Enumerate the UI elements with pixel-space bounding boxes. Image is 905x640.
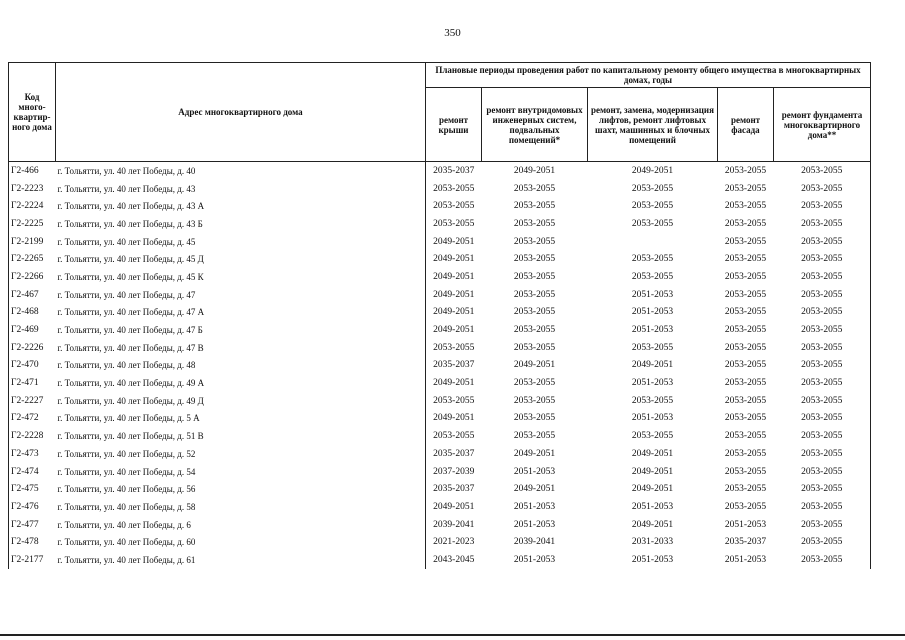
- address-cell: г. Тольятти, ул. 40 лет Победы, д. 43 Б: [56, 215, 426, 233]
- foundation-period-cell: 2053-2055: [774, 551, 871, 569]
- address-cell: г. Тольятти, ул. 40 лет Победы, д. 47 В: [56, 339, 426, 357]
- roof-period-cell: 2021-2023: [433, 537, 475, 548]
- engineering-period-cell: 2049-2051: [513, 448, 556, 459]
- foundation-period-cell: 2053-2055: [774, 321, 871, 339]
- table-row: [9, 551, 871, 569]
- table-row: [9, 268, 871, 286]
- table-row: [9, 516, 871, 534]
- house-code-cell: Г2-476: [9, 498, 56, 516]
- facade-period-cell: 2053-2055: [724, 484, 767, 495]
- foundation-period-cell: 2053-2055: [774, 268, 871, 286]
- table-row: [9, 339, 871, 357]
- table-row: [9, 410, 871, 428]
- engineering-period-cell: 2049-2051: [513, 484, 556, 495]
- house-code-cell: Г2-2227: [9, 392, 56, 410]
- table-row: [9, 162, 871, 180]
- roof-period-cell: 2037-2039: [433, 466, 475, 477]
- elevator-period-cell: 2053-2055: [631, 342, 674, 353]
- table-row: [9, 250, 871, 268]
- roof-period-cell: 2053-2055: [433, 218, 475, 229]
- facade-period-cell: 2053-2055: [724, 448, 767, 459]
- foundation-period-cell: 2053-2055: [774, 304, 871, 322]
- roof-period-cell: 2049-2051: [433, 254, 475, 265]
- table-row: [9, 357, 871, 375]
- address-cell: г. Тольятти, ул. 40 лет Победы, д. 6: [56, 516, 426, 534]
- address-cell: г. Тольятти, ул. 40 лет Победы, д. 48: [56, 357, 426, 375]
- elevator-period-cell: 2049-2051: [631, 466, 674, 477]
- table-row: [9, 392, 871, 410]
- house-code-cell: Г2-477: [9, 516, 56, 534]
- house-code-cell: Г2-471: [9, 374, 56, 392]
- house-code-cell: Г2-2265: [9, 250, 56, 268]
- foundation-period-cell: 2053-2055: [774, 480, 871, 498]
- elevator-period-cell: [588, 233, 718, 251]
- facade-period-cell: 2053-2055: [724, 289, 767, 300]
- foundation-period-cell: 2053-2055: [774, 533, 871, 551]
- roof-period-cell: 2035-2037: [433, 165, 475, 176]
- header-address: Адрес многоквартирного дома: [56, 63, 426, 162]
- elevator-period-cell: 2053-2055: [631, 201, 674, 212]
- engineering-period-cell: 2051-2053: [513, 501, 556, 512]
- table-row: [9, 180, 871, 198]
- engineering-period-cell: 2053-2055: [513, 183, 556, 194]
- table-row: [9, 427, 871, 445]
- engineering-period-cell: 2053-2055: [513, 431, 556, 442]
- engineering-period-cell: 2053-2055: [513, 342, 556, 353]
- roof-period-cell: 2039-2041: [433, 519, 475, 530]
- engineering-period-cell: 2053-2055: [513, 307, 556, 318]
- table-row: [9, 197, 871, 215]
- roof-period-cell: 2049-2051: [433, 378, 475, 389]
- house-code-cell: Г2-2177: [9, 551, 56, 569]
- bottom-divider: [0, 634, 905, 636]
- house-code-cell: Г2-473: [9, 445, 56, 463]
- repair-schedule-table: [8, 62, 871, 569]
- table-row: [9, 445, 871, 463]
- house-code-cell: Г2-2224: [9, 197, 56, 215]
- facade-period-cell: 2053-2055: [724, 431, 767, 442]
- facade-period-cell: 2053-2055: [724, 413, 767, 424]
- foundation-period-cell: 2053-2055: [774, 250, 871, 268]
- address-cell: г. Тольятти, ул. 40 лет Победы, д. 45 К: [56, 268, 426, 286]
- foundation-period-cell: 2053-2055: [774, 357, 871, 375]
- foundation-period-cell: 2053-2055: [774, 445, 871, 463]
- table-row: [9, 498, 871, 516]
- table-row: [9, 304, 871, 322]
- facade-period-cell: 2053-2055: [724, 254, 767, 265]
- header-foundation-repair: ремонт фундамента многоквартирного дома**: [774, 88, 871, 162]
- foundation-period-cell: 2053-2055: [774, 233, 871, 251]
- roof-period-cell: 2053-2055: [433, 395, 475, 406]
- facade-period-cell: 2053-2055: [724, 236, 767, 247]
- facade-period-cell: 2053-2055: [724, 378, 767, 389]
- foundation-period-cell: 2053-2055: [774, 374, 871, 392]
- facade-period-cell: 2053-2055: [724, 466, 767, 477]
- house-code-cell: Г2-2226: [9, 339, 56, 357]
- house-code-cell: Г2-472: [9, 410, 56, 428]
- address-cell: г. Тольятти, ул. 40 лет Победы, д. 5 А: [56, 410, 426, 428]
- foundation-period-cell: 2053-2055: [774, 463, 871, 481]
- table-row: [9, 480, 871, 498]
- house-code-cell: Г2-468: [9, 304, 56, 322]
- house-code-cell: Г2-470: [9, 357, 56, 375]
- address-cell: г. Тольятти, ул. 40 лет Победы, д. 43: [56, 180, 426, 198]
- roof-period-cell: 2053-2055: [433, 183, 475, 194]
- engineering-period-cell: 2053-2055: [513, 236, 556, 247]
- engineering-period-cell: 2049-2051: [513, 165, 556, 176]
- address-cell: г. Тольятти, ул. 40 лет Победы, д. 49 А: [56, 374, 426, 392]
- engineering-period-cell: 2053-2055: [513, 254, 556, 265]
- address-cell: г. Тольятти, ул. 40 лет Победы, д. 52: [56, 445, 426, 463]
- table-row: [9, 533, 871, 551]
- header-planned-periods: Плановые периоды проведения работ по капитальному ремонту общего имущества в многоквартирных домах, годы: [426, 63, 871, 88]
- elevator-period-cell: 2053-2055: [631, 395, 674, 406]
- foundation-period-cell: 2053-2055: [774, 180, 871, 198]
- roof-period-cell: 2049-2051: [433, 413, 475, 424]
- address-cell: г. Тольятти, ул. 40 лет Победы, д. 40: [56, 162, 426, 180]
- facade-period-cell: 2053-2055: [724, 183, 767, 194]
- elevator-period-cell: 2051-2053: [631, 413, 674, 424]
- foundation-period-cell: 2053-2055: [774, 286, 871, 304]
- engineering-period-cell: 2039-2041: [513, 537, 556, 548]
- elevator-period-cell: 2053-2055: [631, 183, 674, 194]
- house-code-cell: Г2-474: [9, 463, 56, 481]
- house-code-cell: Г2-2199: [9, 233, 56, 251]
- roof-period-cell: 2053-2055: [433, 342, 475, 353]
- roof-period-cell: 2049-2051: [433, 307, 475, 318]
- elevator-period-cell: 2049-2051: [631, 484, 674, 495]
- header-engineering-repair: ремонт внутридомовых инженерных систем, подвальных помещений*: [482, 88, 588, 162]
- roof-period-cell: 2053-2055: [433, 201, 475, 212]
- elevator-period-cell: 2053-2055: [631, 218, 674, 229]
- table-row: [9, 374, 871, 392]
- house-code-cell: Г2-2225: [9, 215, 56, 233]
- roof-period-cell: 2035-2037: [433, 448, 475, 459]
- engineering-period-cell: 2051-2053: [513, 466, 556, 477]
- facade-period-cell: 2053-2055: [724, 218, 767, 229]
- facade-period-cell: 2053-2055: [724, 342, 767, 353]
- table-row: [9, 233, 871, 251]
- table-row: [9, 463, 871, 481]
- engineering-period-cell: 2053-2055: [513, 289, 556, 300]
- address-cell: г. Тольятти, ул. 40 лет Победы, д. 45: [56, 233, 426, 251]
- foundation-period-cell: 2053-2055: [774, 516, 871, 534]
- house-code-cell: Г2-475: [9, 480, 56, 498]
- facade-period-cell: 2053-2055: [724, 501, 767, 512]
- facade-period-cell: 2053-2055: [724, 271, 767, 282]
- table-row: [9, 321, 871, 339]
- elevator-period-cell: 2051-2053: [631, 325, 674, 336]
- elevator-period-cell: 2051-2053: [631, 501, 674, 512]
- facade-period-cell: 2053-2055: [724, 360, 767, 371]
- page-number: 350: [444, 27, 461, 39]
- facade-period-cell: 2051-2053: [724, 519, 767, 530]
- roof-period-cell: 2049-2051: [433, 325, 475, 336]
- header-elevator-repair: ремонт, замена, модернизация лифтов, ремонт лифтовых шахт, машинных и блочных помещений: [588, 88, 718, 162]
- elevator-period-cell: 2051-2053: [631, 378, 674, 389]
- elevator-period-cell: 2053-2055: [631, 254, 674, 265]
- roof-period-cell: 2043-2045: [433, 554, 475, 565]
- address-cell: г. Тольятти, ул. 40 лет Победы, д. 49 Д: [56, 392, 426, 410]
- house-code-cell: Г2-2228: [9, 427, 56, 445]
- elevator-period-cell: 2053-2055: [631, 271, 674, 282]
- header-house-code: Код много-квартир-ного дома: [9, 63, 56, 162]
- address-cell: г. Тольятти, ул. 40 лет Победы, д. 47: [56, 286, 426, 304]
- engineering-period-cell: 2053-2055: [513, 201, 556, 212]
- foundation-period-cell: 2053-2055: [774, 197, 871, 215]
- elevator-period-cell: 2031-2033: [631, 537, 674, 548]
- address-cell: г. Тольятти, ул. 40 лет Победы, д. 51 В: [56, 427, 426, 445]
- engineering-period-cell: 2049-2051: [513, 360, 556, 371]
- header-roof-repair: ремонт крыши: [426, 88, 482, 162]
- address-cell: г. Тольятти, ул. 40 лет Победы, д. 47 Б: [56, 321, 426, 339]
- foundation-period-cell: 2053-2055: [774, 215, 871, 233]
- elevator-period-cell: 2053-2055: [631, 431, 674, 442]
- address-cell: г. Тольятти, ул. 40 лет Победы, д. 56: [56, 480, 426, 498]
- elevator-period-cell: 2049-2051: [631, 360, 674, 371]
- foundation-period-cell: 2053-2055: [774, 162, 871, 180]
- house-code-cell: Г2-469: [9, 321, 56, 339]
- table-row: [9, 286, 871, 304]
- roof-period-cell: 2049-2051: [433, 501, 475, 512]
- address-cell: г. Тольятти, ул. 40 лет Победы, д. 60: [56, 533, 426, 551]
- table-row: [9, 215, 871, 233]
- engineering-period-cell: 2053-2055: [513, 271, 556, 282]
- elevator-period-cell: 2051-2053: [631, 307, 674, 318]
- foundation-period-cell: 2053-2055: [774, 392, 871, 410]
- address-cell: г. Тольятти, ул. 40 лет Победы, д. 54: [56, 463, 426, 481]
- facade-period-cell: 2053-2055: [724, 325, 767, 336]
- engineering-period-cell: 2053-2055: [513, 378, 556, 389]
- header-facade-repair: ремонт фасада: [718, 88, 774, 162]
- foundation-period-cell: 2053-2055: [774, 339, 871, 357]
- elevator-period-cell: 2049-2051: [631, 448, 674, 459]
- engineering-period-cell: 2051-2053: [513, 519, 556, 530]
- house-code-cell: Г2-467: [9, 286, 56, 304]
- foundation-period-cell: 2053-2055: [774, 498, 871, 516]
- address-cell: г. Тольятти, ул. 40 лет Победы, д. 45 Д: [56, 250, 426, 268]
- roof-period-cell: 2049-2051: [433, 236, 475, 247]
- roof-period-cell: 2049-2051: [433, 289, 475, 300]
- roof-period-cell: 2053-2055: [433, 431, 475, 442]
- house-code-cell: Г2-2223: [9, 180, 56, 198]
- elevator-period-cell: 2051-2053: [631, 554, 674, 565]
- foundation-period-cell: 2053-2055: [774, 410, 871, 428]
- elevator-period-cell: 2051-2053: [631, 289, 674, 300]
- facade-period-cell: 2035-2037: [724, 537, 767, 548]
- facade-period-cell: 2051-2053: [724, 554, 767, 565]
- engineering-period-cell: 2051-2053: [513, 554, 556, 565]
- address-cell: г. Тольятти, ул. 40 лет Победы, д. 47 А: [56, 304, 426, 322]
- facade-period-cell: 2053-2055: [724, 201, 767, 212]
- house-code-cell: Г2-466: [9, 162, 56, 180]
- roof-period-cell: 2049-2051: [433, 271, 475, 282]
- elevator-period-cell: 2049-2051: [631, 519, 674, 530]
- engineering-period-cell: 2053-2055: [513, 218, 556, 229]
- address-cell: г. Тольятти, ул. 40 лет Победы, д. 58: [56, 498, 426, 516]
- roof-period-cell: 2035-2037: [433, 360, 475, 371]
- roof-period-cell: 2035-2037: [433, 484, 475, 495]
- engineering-period-cell: 2053-2055: [513, 325, 556, 336]
- address-cell: г. Тольятти, ул. 40 лет Победы, д. 61: [56, 551, 426, 569]
- engineering-period-cell: 2053-2055: [513, 395, 556, 406]
- house-code-cell: Г2-2266: [9, 268, 56, 286]
- elevator-period-cell: 2049-2051: [631, 165, 674, 176]
- facade-period-cell: 2053-2055: [724, 395, 767, 406]
- facade-period-cell: 2053-2055: [724, 307, 767, 318]
- engineering-period-cell: 2053-2055: [513, 413, 556, 424]
- address-cell: г. Тольятти, ул. 40 лет Победы, д. 43 А: [56, 197, 426, 215]
- foundation-period-cell: 2053-2055: [774, 427, 871, 445]
- facade-period-cell: 2053-2055: [724, 165, 767, 176]
- house-code-cell: Г2-478: [9, 533, 56, 551]
- table-body: [9, 162, 871, 569]
